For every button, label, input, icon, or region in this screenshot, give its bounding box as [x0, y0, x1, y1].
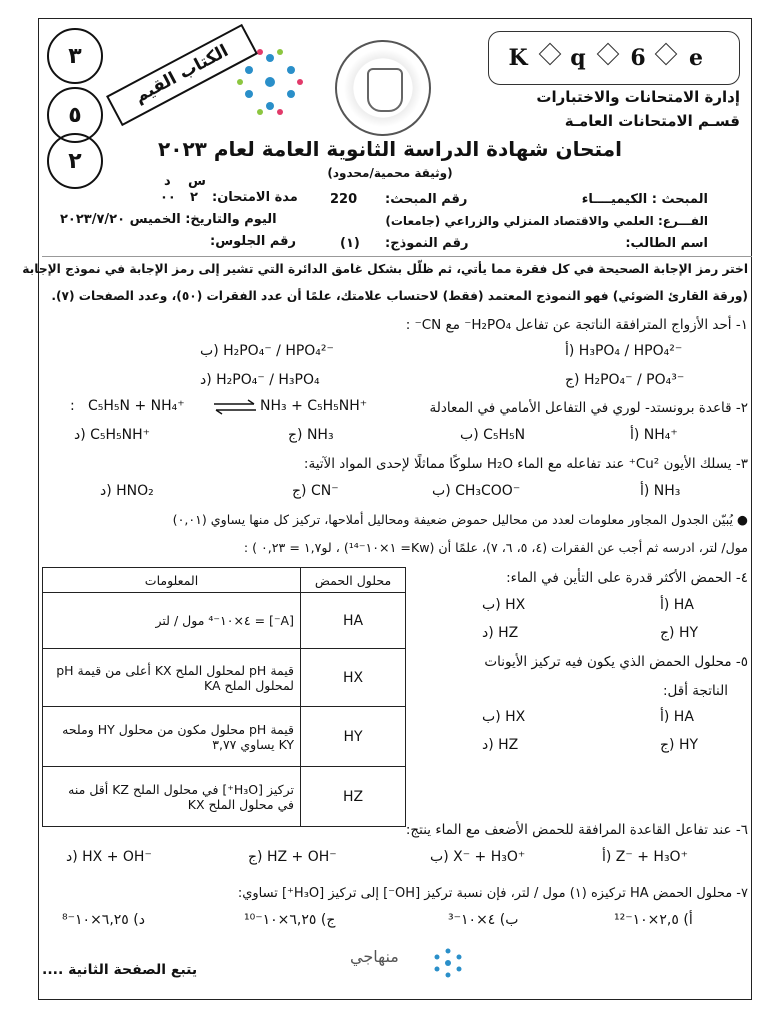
q2-colon: : [70, 398, 75, 414]
q1-option-b: ب) H₂PO₄⁻ / HPO₄²⁻ [200, 343, 334, 359]
table-intro-line-1: ● يُبيّن الجدول المجاور معلومات لعدد من محاليل حموض ضعيفة ومحاليل أملاحها، تركيز كل منها يساوي (٠,٠١) [172, 512, 748, 527]
q7-option-b: ب) ٤×١٠⁻³ [448, 912, 519, 928]
acid-info-table [42, 567, 406, 827]
duration-minutes-label: د [164, 174, 171, 189]
q6-stem: ٦- عند تفاعل القاعدة المرافقة للحمض الأضعف مع الماء ينتج: [405, 822, 748, 838]
instructions-line-1: اختر رمز الإجابة الصحيحة في كل فقرة مما يأتي، ثم ظلّل بشكل غامق الدائرة التي تشير إلى رمز الإجابة في نموذج الإجابة [22, 262, 748, 276]
manhaji-logo-icon [428, 945, 468, 981]
q4-stem: ٤- الحمض الأكثر قدرة على التأين في الماء: [506, 570, 748, 586]
department-line-1: إدارة الامتحانات والاختبارات [536, 88, 740, 106]
q3-option-b: ب) CH₃COO⁻ [432, 483, 521, 499]
duration-minutes: ٠٠ [160, 190, 176, 205]
q2-option-c: ج) NH₃ [288, 427, 334, 443]
table-cell-acid: HY [301, 707, 406, 767]
q1-option-c: ج) H₂PO₄⁻ / PO₄³⁻ [565, 372, 685, 388]
exam-day-date: اليوم والتاريخ: الخميس ٢٠٢٣/٧/٢٠ [60, 212, 277, 227]
q3-stem: ٣- يسلك الأيون Cu²⁺ عند تفاعله مع الماء H₂O سلوكًا مماثلًا لإحدى المواد الآتية: [303, 456, 748, 472]
code-letter-q: q [570, 45, 586, 71]
table-cell-info: تركيز [H₃O⁺] في محلول الملح KZ أقل منه في محلول الملح KX [43, 767, 301, 827]
q5-option-a: أ) HA [660, 709, 694, 725]
book-stamp: الكتاب القيم [106, 24, 258, 126]
code-letter-k: K [508, 45, 528, 71]
table-intro-line-2: مول/ لتر، ادرسه ثم أجب عن الفقرات (٤، ٥، ٦، ٧)، علمًا أن (Kw= ١×١٠⁻¹⁴) ، لو١,٧ = ٠,٢٣ ) : [243, 540, 748, 555]
table-cell-info: [A⁻] = ٤×١٠⁻⁴ مول / لتر [43, 593, 301, 649]
table-cell-acid: HX [301, 649, 406, 707]
manhaji-logo-text: منهاجي [350, 947, 399, 966]
q6-option-d: د) HX + OH⁻ [66, 849, 152, 865]
duration-label: مدة الامتحان: [212, 190, 298, 205]
exam-subtitle: (وثيقة محمية/محدود) [327, 166, 453, 180]
table-row [43, 593, 406, 649]
table-row [43, 767, 406, 827]
sheet-count-circle: ٥ [47, 87, 103, 143]
divider [42, 256, 752, 257]
q2-equation-left: C₅H₅N + NH₄⁺ [88, 398, 185, 414]
q6-option-b: ب) X⁻ + H₃O⁺ [430, 849, 526, 865]
q2-equation-right: NH₃ + C₅H₅NH⁺ [260, 398, 368, 414]
q3-option-a: أ) NH₃ [640, 483, 681, 499]
q6-option-c: ج) HZ + OH⁻ [248, 849, 337, 865]
q5-option-b: ب) HX [482, 709, 526, 725]
table-header-acid: محلول الحمض [301, 568, 406, 593]
footer-next-page: يتبع الصفحة الثانية .... [42, 962, 198, 978]
table-row [43, 707, 406, 767]
q2-option-d: د) C₅H₅NH⁺ [74, 427, 151, 443]
q7-option-d: د) ٦,٢٥×١٠⁻⁸ [62, 912, 145, 928]
student-name-label: اسم الطالب: [625, 236, 708, 251]
model-number-label: رقم النموذج: [385, 236, 469, 251]
table-row [43, 649, 406, 707]
duration-hours: ٢ [190, 190, 198, 205]
q2-stem: ٢- قاعدة برونستد- لوري في التفاعل الأمامي في المعادلة [429, 400, 748, 416]
q4-option-b: ب) HX [482, 597, 526, 613]
table-cell-acid: HA [301, 593, 406, 649]
seat-number-label: رقم الجلوس: [210, 234, 297, 249]
model-number: (١) [340, 236, 360, 251]
code-letter-e: e [689, 45, 703, 71]
branch-label: الفـــرع: العلمي والاقتصاد المنزلي والزراعي (جامعات) [385, 214, 708, 228]
q5-option-c: ج) HY [660, 737, 699, 753]
ministry-seal [335, 40, 431, 136]
q4-option-a: أ) HA [660, 597, 694, 613]
subject-number: 220 [330, 192, 358, 207]
table-cell-acid: HZ [301, 767, 406, 827]
q5-option-d: د) HZ [482, 737, 519, 753]
hours-circle: ٢ [47, 133, 103, 189]
q6-option-a: أ) Z⁻ + H₃O⁺ [602, 849, 688, 865]
instructions-line-2: (ورقة القارئ الضوئي) فهو النموذج المعتمد (فقط) لاحتساب علامتك، علمًا أن عدد الفقرات (٥٠)، وعدد الصفحات (٧). [51, 289, 748, 303]
q5-stem: ٥- محلول الحمض الذي يكون فيه تركيز الأيونات [484, 654, 748, 670]
q3-option-c: ج) CN⁻ [292, 483, 339, 499]
q1-option-a: أ) H₃PO₄ / HPO₄²⁻ [565, 343, 683, 359]
q2-option-b: ب) C₅H₅N [460, 427, 526, 443]
exam-title: امتحان شهادة الدراسة الثانوية العامة لعام ٢٠٢٣ [158, 137, 622, 161]
duration-hours-label: س [188, 174, 206, 189]
subject-number-label: رقم المبحث: [385, 192, 468, 207]
q1-stem: ١- أحد الأزواج المترافقة الناتجة عن تفاعل H₂PO₄⁻ مع CN⁻ : [405, 317, 748, 333]
equilibrium-arrows-icon [212, 398, 258, 416]
q7-stem: ٧- محلول الحمض HA تركيزه (١) مول / لتر، فإن نسبة تركيز [OH⁻] إلى تركيز [H₃O⁺] تساوي: [237, 886, 748, 901]
subject-label: المبحث : الكيميــــاء [581, 192, 708, 207]
q3-option-d: د) HNO₂ [100, 483, 154, 499]
q4-option-c: ج) HY [660, 625, 699, 641]
department-line-2: قسـم الامتحانات العامـة [564, 112, 740, 130]
q4-option-d: د) HZ [482, 625, 519, 641]
q2-option-a: أ) NH₄⁺ [630, 427, 678, 443]
q1-option-d: د) H₂PO₄⁻ / H₃PO₄ [200, 372, 320, 388]
page-number-circle: ٣ [47, 28, 103, 84]
q7-option-c: ج) ٦,٢٥×١٠⁻¹⁰ [244, 912, 336, 928]
table-header-info: المعلومات [43, 568, 301, 593]
code-digit-6: 6 [630, 45, 646, 71]
table-cell-info: قيمة pH لمحلول الملح KX أعلى من قيمة pH لمحلول الملح KA [43, 649, 301, 707]
q7-option-a: أ) ٢,٥×١٠⁻¹² [614, 912, 693, 928]
q5-stem-continued: الناتجة أقل: [662, 683, 728, 699]
table-cell-info: قيمة pH محلول مكون من محلول HY وملحه KY يساوي ٣,٧٧ [43, 707, 301, 767]
